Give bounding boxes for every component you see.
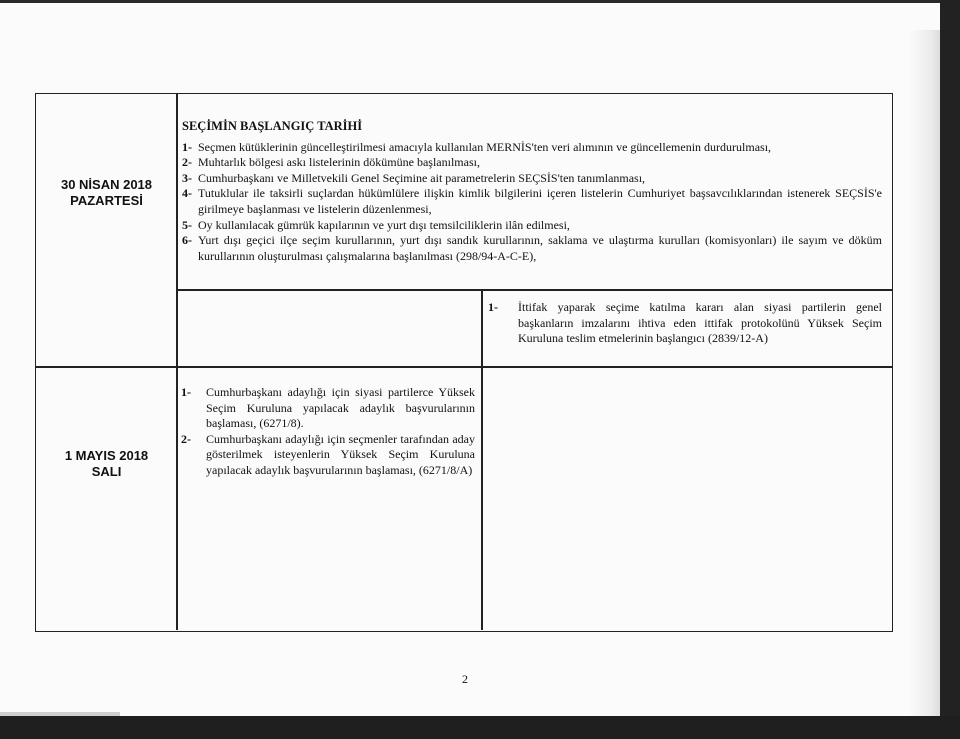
scan-edge-right (940, 0, 960, 739)
item-text: Oy kullanılacak gümrük kapılarının ve yurt dışı temsilciliklerin ilân edilmesi, (198, 217, 570, 232)
item-text: Yurt dışı geçici ilçe seçim kurullarının, yurt dışı sandık kurullarının, saklama ve ulaştırma kurulları (komisyonları) ile sayım ve döküm kurullarının oluşturulması çalışmalarına başlanılması (298/94-A-C-E), (198, 233, 882, 263)
date-label: 1 MAYIS 2018 (64, 448, 149, 463)
row-1-content (182, 119, 882, 264)
item-text: İttifak yaparak seçime katılma kararı alan siyasi partilerin genel başkanların imzalarını ihtiva eden ittifak protokolünü Yüksek Seçim Kuruluna teslim etmelerinin başlangıcı (2839/12-A) (518, 300, 882, 346)
page-number: 2 (462, 672, 468, 686)
item-number: 6- (182, 233, 192, 248)
row-divider-inner (176, 289, 892, 291)
item-text: Cumhurbaşkanı adaylığı için siyasi partilerce Yüksek Seçim Kuruluna yapılacak adaylık başvurularının başlaması, (6271/8). (206, 385, 475, 431)
schedule-table (35, 93, 893, 632)
item-text: Cumhurbaşkanı adaylığı için seçmenler tarafından aday gösterilmek isteyenlerin Yüksek Seçim Kuruluna yapılacak adaylık başvurularının başlaması, (6271/8/A) (206, 431, 475, 477)
list-item (182, 186, 882, 217)
scan-edge-top (0, 0, 960, 3)
item-number: 4- (182, 186, 192, 201)
item-number: 3- (182, 170, 192, 185)
item-text: Cumhurbaşkanı ve Milletvekili Genel Seçimine ait parametrelerin SEÇSİS'ten tanımlanması, (198, 170, 646, 185)
list-item (182, 155, 882, 171)
item-number: 5- (182, 217, 192, 232)
list-item (181, 432, 475, 479)
item-text: Seçmen kütüklerinin güncelleştirilmesi amacıyla kullanılan MERNİS'ten veri alımının ve güncellemenin durdurulması, (198, 139, 772, 154)
item-number: 2- (181, 431, 191, 446)
section-heading: SEÇİMİN BAŞLANGIÇ TARİHİ (182, 119, 363, 133)
column-divider (176, 94, 178, 630)
item-number: 2- (182, 155, 192, 170)
item-number: 1- (181, 385, 191, 399)
date-cell-row-2 (36, 448, 177, 480)
row-2-content (181, 385, 475, 479)
row-1-alliance-content (488, 300, 882, 347)
list-item (182, 171, 882, 187)
list-item (181, 385, 475, 432)
date-cell-row-1 (36, 177, 177, 209)
row-divider (36, 366, 892, 368)
list-item (182, 140, 882, 156)
list-item (182, 233, 882, 264)
item-number: 1- (488, 300, 498, 314)
weekday-label: SALI (91, 464, 122, 479)
list-item (182, 218, 882, 234)
list-item (488, 300, 882, 347)
item-text: Tutuklular ile taksirli suçlardan hükümlülere ilişkin kimlik bilgilerini içeren listelerin Cumhuriyet başsavcılıklarından istenerek SEÇSİS'e girilmeye başlanması ve listelerin düzenlenmesi, (198, 186, 882, 216)
item-number: 1- (182, 139, 192, 154)
scan-edge-bottom (0, 716, 960, 739)
scan-shadow-right (908, 30, 940, 739)
weekday-label: PAZARTESİ (70, 193, 143, 208)
item-text: Muhtarlık bölgesi askı listelerinin dökümüne başlanılması, (198, 155, 480, 170)
column-divider-inner (481, 290, 483, 630)
date-label: 30 NİSAN 2018 (60, 177, 153, 192)
